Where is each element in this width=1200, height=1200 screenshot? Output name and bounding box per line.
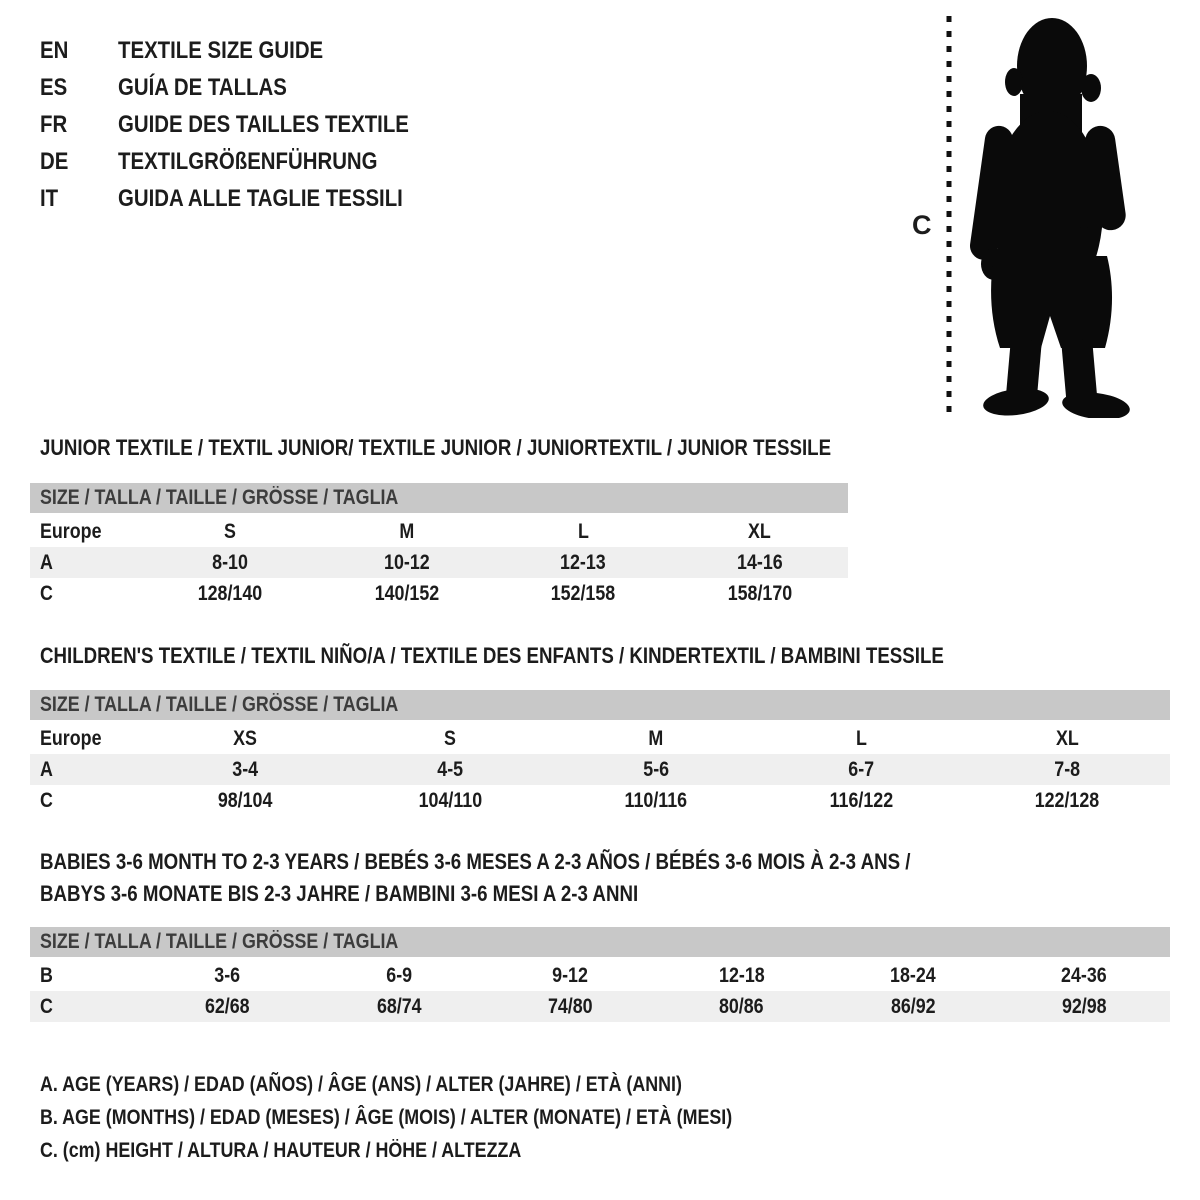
table-cell-text: 110/116 xyxy=(624,789,688,812)
lang-code: EN xyxy=(40,37,69,64)
table-cell xyxy=(485,991,656,1022)
lang-code: DE xyxy=(40,148,69,175)
table-cell xyxy=(827,960,998,991)
table-cell-text: 3-4 xyxy=(231,758,258,781)
table-cell-text: 140/152 xyxy=(374,582,440,605)
table-cell-text: 62/68 xyxy=(205,995,250,1018)
legend-line-b xyxy=(40,1101,854,1134)
table-cell-text: 6-9 xyxy=(386,964,412,987)
columns-row-label-text: Europe xyxy=(40,727,102,750)
table-cell xyxy=(656,960,827,991)
size-header-bar xyxy=(30,690,1170,720)
columns-row-label-text: Europe xyxy=(40,520,102,543)
junior-section-title xyxy=(40,432,971,464)
table-cell xyxy=(759,785,965,816)
row-label xyxy=(30,991,142,1022)
table-cell xyxy=(964,754,1170,785)
table-cell xyxy=(759,754,965,785)
row-label-text: C xyxy=(40,995,53,1018)
lang-title: TEXTILE SIZE GUIDE xyxy=(118,37,324,64)
legend-line-a xyxy=(40,1068,854,1101)
lang-row-fr xyxy=(40,106,460,143)
table-cell-text: 24-36 xyxy=(1061,964,1108,987)
table-cell xyxy=(319,547,496,578)
legend-line-b-text: B. AGE (MONTHS) / EDAD (MESES) / ÂGE (MOIS) / ALTER (MONATE) / ETÀ (MESI) xyxy=(40,1106,733,1129)
column-header xyxy=(142,516,319,547)
table-cell-text: 122/128 xyxy=(1034,789,1100,812)
height-dashed-line-icon xyxy=(945,16,953,418)
column-header xyxy=(759,723,965,754)
table-cell-text: 12-13 xyxy=(560,551,607,574)
row-label-text: A xyxy=(40,551,53,574)
table-row xyxy=(30,754,1170,785)
table-cell xyxy=(142,785,348,816)
column-header-text: XL xyxy=(1055,727,1079,750)
table-cell xyxy=(142,991,313,1022)
table-cell-text: 98/104 xyxy=(217,789,273,812)
column-header-text: S xyxy=(444,727,457,750)
table-cell xyxy=(656,991,827,1022)
lang-title: GUIDE DES TAILLES TEXTILE xyxy=(118,111,409,138)
height-measure-label: C xyxy=(912,210,932,240)
table-cell-text: 158/170 xyxy=(727,582,793,605)
children-section-title xyxy=(40,640,1103,672)
row-label xyxy=(30,785,142,816)
column-header-text: M xyxy=(648,727,664,750)
row-label xyxy=(30,960,142,991)
column-header-text: M xyxy=(399,520,415,543)
measurement-legend xyxy=(40,1068,854,1167)
table-cell-text: 92/98 xyxy=(1061,995,1107,1018)
size-header-bar xyxy=(30,483,848,513)
table-cell xyxy=(348,754,554,785)
table-cell-text: 128/140 xyxy=(197,582,263,605)
size-header-bar-text: SIZE / TALLA / TAILLE / GRÖSSE / TAGLIA xyxy=(40,693,399,716)
table-cell-text: 14-16 xyxy=(736,551,783,574)
babies-section-title xyxy=(40,846,1064,910)
columns-row-label xyxy=(30,516,142,547)
table-cell-text: 18-24 xyxy=(890,964,936,987)
table-row xyxy=(30,578,848,609)
table-cell xyxy=(827,991,998,1022)
table-cell-text: 10-12 xyxy=(383,551,430,574)
table-cell-text: 6-7 xyxy=(848,758,875,781)
table-cell xyxy=(142,547,319,578)
row-label-text: C xyxy=(40,582,53,605)
table-row xyxy=(30,991,1170,1022)
table-cell xyxy=(553,754,759,785)
table-cell xyxy=(142,754,348,785)
table-cell xyxy=(999,960,1170,991)
column-header-text: L xyxy=(577,520,589,543)
table-cell xyxy=(142,960,313,991)
size-header-bar-text: SIZE / TALLA / TAILLE / GRÖSSE / TAGLIA xyxy=(40,930,399,953)
lang-row-it xyxy=(40,180,460,217)
row-label-text: C xyxy=(40,789,53,812)
table-cell-text: 12-18 xyxy=(718,964,765,987)
lang-title: GUÍA DE TALLAS xyxy=(118,74,287,101)
column-header-text: L xyxy=(856,727,868,750)
table-cell xyxy=(348,785,554,816)
lang-title: TEXTILGRÖßENFÜHRUNG xyxy=(118,148,378,175)
lang-row-es xyxy=(40,69,460,106)
junior-section-title-text: JUNIOR TEXTILE / TEXTIL JUNIOR/ TEXTILE JUNIOR / JUNIORTEXTIL / JUNIOR TESSILE xyxy=(40,435,832,460)
toddler-silhouette-icon xyxy=(964,14,1136,418)
size-header-bar-text: SIZE / TALLA / TAILLE / GRÖSSE / TAGLIA xyxy=(40,486,399,509)
column-header xyxy=(553,723,759,754)
row-label xyxy=(30,578,142,609)
table-cell-text: 80/86 xyxy=(719,995,764,1018)
table-row xyxy=(30,960,1170,991)
table-cell xyxy=(313,960,484,991)
table-cell-text: 5-6 xyxy=(643,758,669,781)
lang-row-en xyxy=(40,32,460,69)
table-cell xyxy=(999,991,1170,1022)
table-cell xyxy=(485,960,656,991)
column-header xyxy=(672,516,849,547)
column-header xyxy=(319,516,496,547)
table-cell-text: 116/122 xyxy=(829,789,894,812)
lang-title: GUIDA ALLE TAGLIE TESSILI xyxy=(118,185,403,212)
column-header xyxy=(495,516,672,547)
table-cell xyxy=(964,785,1170,816)
legend-line-a-text: A. AGE (YEARS) / EDAD (AÑOS) / ÂGE (ANS) / ALTER (JAHRE) / ETÀ (ANNI) xyxy=(40,1073,682,1096)
table-cell xyxy=(553,785,759,816)
junior-size-table xyxy=(30,483,848,609)
table-cell-text: 9-12 xyxy=(552,964,589,987)
table-cell-text: 7-8 xyxy=(1054,758,1081,781)
babies-section-title-line2: BABYS 3-6 MONATE BIS 2-3 JAHRE / BAMBINI 3-6 MESI A 2-3 ANNI xyxy=(40,881,639,906)
table-cell-text: 8-10 xyxy=(212,551,249,574)
row-label-text: A xyxy=(40,758,53,781)
column-header-text: S xyxy=(224,520,237,543)
column-header xyxy=(348,723,554,754)
table-cell-text: 152/158 xyxy=(550,582,616,605)
table-cell-text: 68/74 xyxy=(376,995,422,1018)
children-size-table xyxy=(30,690,1170,816)
table-cell-text: 86/92 xyxy=(890,995,936,1018)
legend-line-c-text: C. (cm) HEIGHT / ALTURA / HAUTEUR / HÖHE / ALTEZZA xyxy=(40,1139,522,1162)
row-label-text: B xyxy=(40,964,53,987)
table-cell xyxy=(319,578,496,609)
table-cell xyxy=(495,547,672,578)
columns-row xyxy=(30,723,1170,754)
table-cell-text: 3-6 xyxy=(214,964,241,987)
babies-section-title-line1: BABIES 3-6 MONTH TO 2-3 YEARS / BEBÉS 3-6 MESES A 2-3 AÑOS / BÉBÉS 3-6 MOIS À 2-3 ANS / xyxy=(40,849,911,874)
lang-code: IT xyxy=(40,185,59,212)
columns-row xyxy=(30,516,848,547)
lang-code: ES xyxy=(40,74,68,101)
table-cell xyxy=(313,991,484,1022)
column-header-text: XS xyxy=(232,727,257,750)
column-header xyxy=(964,723,1170,754)
table-cell-text: 104/110 xyxy=(418,789,483,812)
table-cell-text: 4-5 xyxy=(437,758,464,781)
lang-code: FR xyxy=(40,111,68,138)
table-cell xyxy=(495,578,672,609)
table-cell xyxy=(672,578,849,609)
columns-row-label xyxy=(30,723,142,754)
column-header xyxy=(142,723,348,754)
row-label xyxy=(30,754,142,785)
table-row xyxy=(30,547,848,578)
language-title-list xyxy=(40,32,460,217)
size-header-bar xyxy=(30,927,1170,957)
table-cell-text: 74/80 xyxy=(547,995,593,1018)
row-label xyxy=(30,547,142,578)
table-cell xyxy=(672,547,849,578)
children-section-title-text: CHILDREN'S TEXTILE / TEXTIL NIÑO/A / TEXTILE DES ENFANTS / KINDERTEXTIL / BAMBINI TESSILE xyxy=(40,643,944,668)
babies-size-table xyxy=(30,927,1170,1022)
table-row xyxy=(30,785,1170,816)
lang-row-de xyxy=(40,143,460,180)
legend-line-c xyxy=(40,1134,854,1167)
column-header-text: XL xyxy=(748,520,772,543)
table-cell xyxy=(142,578,319,609)
